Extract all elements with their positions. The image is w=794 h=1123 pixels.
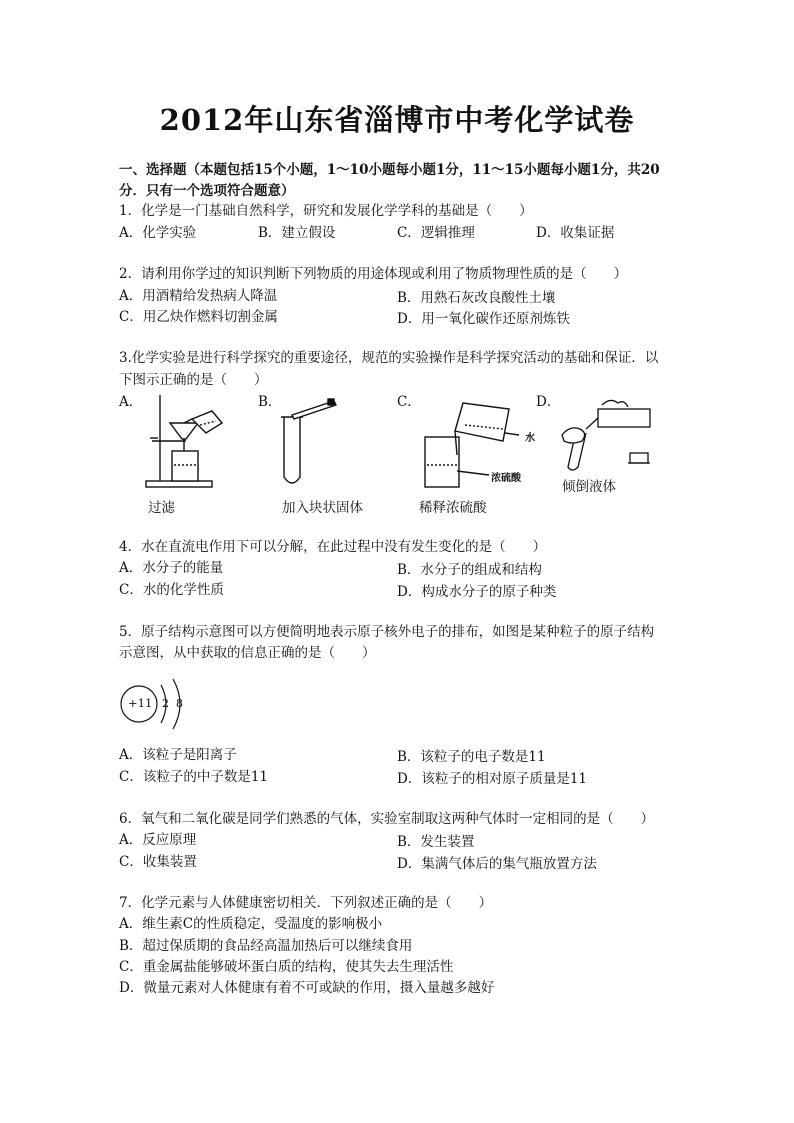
q1-option-c: C．逻辑推理 xyxy=(397,225,475,241)
q2-stem: 2．请利用你学过的知识判断下列物质的用途体现或利用了物质物理性质的是（ ） xyxy=(119,266,628,282)
q1-option-a: A．化学实验 xyxy=(119,225,197,241)
q7-stem: 7．化学元素与人体健康密切相关．下列叙述正确的是（ ） xyxy=(119,895,493,911)
exam-title: 2012年山东省淄博市中考化学试卷 xyxy=(159,103,635,137)
q3-stem-line1: 3.化学实验是进行科学探究的重要途径，规范的实验操作是科学探究活动的基础和保证．以 xyxy=(119,350,659,366)
q1-stem: 1．化学是一门基础自然科学，研究和发展化学学科的基础是（ ） xyxy=(119,203,533,219)
q3-caption-b: 加入块状固体 xyxy=(282,500,363,516)
q3-stem-line2: 下图示正确的是（ ） xyxy=(119,372,268,388)
q5-option-b: B．该粒子的电子数是11 xyxy=(397,749,546,765)
section-heading-line2: 分．只有一个选项符合题意） xyxy=(119,183,295,199)
q2-option-b: B．用熟石灰改良酸性土壤 xyxy=(397,290,556,306)
q2-option-a: A．用酒精给发热病人降温 xyxy=(119,288,278,304)
shell2-electrons: 8 xyxy=(176,697,183,710)
pouring-figure xyxy=(558,395,658,475)
q3-option-c: C． xyxy=(397,394,421,410)
q3-option-b: B． xyxy=(258,394,282,410)
q1-option-b: B．建立假设 xyxy=(258,225,336,241)
q4-option-a: A．水分子的能量 xyxy=(119,560,224,576)
q2-option-c: C．用乙炔作燃料切割金属 xyxy=(119,309,278,325)
q7-option-a: A．维生素C的性质稳定，受温度的影响极小 xyxy=(119,916,383,932)
q6-stem: 6．氧气和二氧化碳是同学们熟悉的气体，实验室制取这两种气体时一定相同的是（ ） xyxy=(119,811,655,827)
dilution-figure xyxy=(415,395,545,495)
test-tube-figure xyxy=(278,395,348,495)
q7-option-b: B．超过保质期的食品经高温加热后可以继续食用 xyxy=(119,938,413,954)
q4-option-b: B．水分子的组成和结构 xyxy=(397,562,542,578)
q5-option-a: A．该粒子是阳离子 xyxy=(119,747,237,763)
q7-option-d: D．微量元素对人体健康有着不可或缺的作用，摄入量越多越好 xyxy=(119,980,495,996)
label-conc-acid: 浓硫酸 xyxy=(491,473,521,484)
q3-option-a: A． xyxy=(119,394,143,410)
q5-stem-line2: 示意图，从中获取的信息正确的是（ ） xyxy=(119,645,376,661)
q3-caption-c: 稀释浓硫酸 xyxy=(419,500,487,516)
q2-option-d: D．用一氧化碳作还原剂炼铁 xyxy=(397,311,570,327)
q3-option-d: D． xyxy=(536,394,561,410)
q7-option-c: C．重金属盐能够破坏蛋白质的结构，使其失去生理活性 xyxy=(119,959,454,975)
filtration-figure xyxy=(140,393,235,493)
nucleus-charge: +11 xyxy=(128,696,153,710)
shell1-electrons: 2 xyxy=(162,697,169,710)
q5-option-c: C．该粒子的中子数是11 xyxy=(119,769,269,785)
q1-option-d: D．收集证据 xyxy=(536,225,615,241)
q5-stem-line1: 5．原子结构示意图可以方便简明地表示原子核外电子的排布，如图是某种粒子的原子结构 xyxy=(119,624,655,640)
label-water: 水 xyxy=(525,433,535,444)
q3-caption-a: 过滤 xyxy=(148,500,175,516)
q4-option-d: D．构成水分子的原子种类 xyxy=(397,584,557,600)
q6-option-c: C．收集装置 xyxy=(119,854,197,870)
q4-option-c: C．水的化学性质 xyxy=(119,582,224,598)
atomic-structure-diagram xyxy=(115,673,195,735)
section-heading-line1: 一、选择题（本题包括15个小题，1～10小题每小题1分，11～15小题每小题1分，共20 xyxy=(119,162,660,178)
q6-option-d: D．集满气体后的集气瓶放置方法 xyxy=(397,856,597,872)
q6-option-a: A．反应原理 xyxy=(119,832,197,848)
q3-caption-d: 倾倒液体 xyxy=(562,479,616,495)
q4-stem: 4．水在直流电作用下可以分解，在此过程中没有发生变化的是（ ） xyxy=(119,539,547,555)
q6-option-b: B．发生装置 xyxy=(397,834,475,850)
q5-option-d: D．该粒子的相对原子质量是11 xyxy=(397,771,588,787)
